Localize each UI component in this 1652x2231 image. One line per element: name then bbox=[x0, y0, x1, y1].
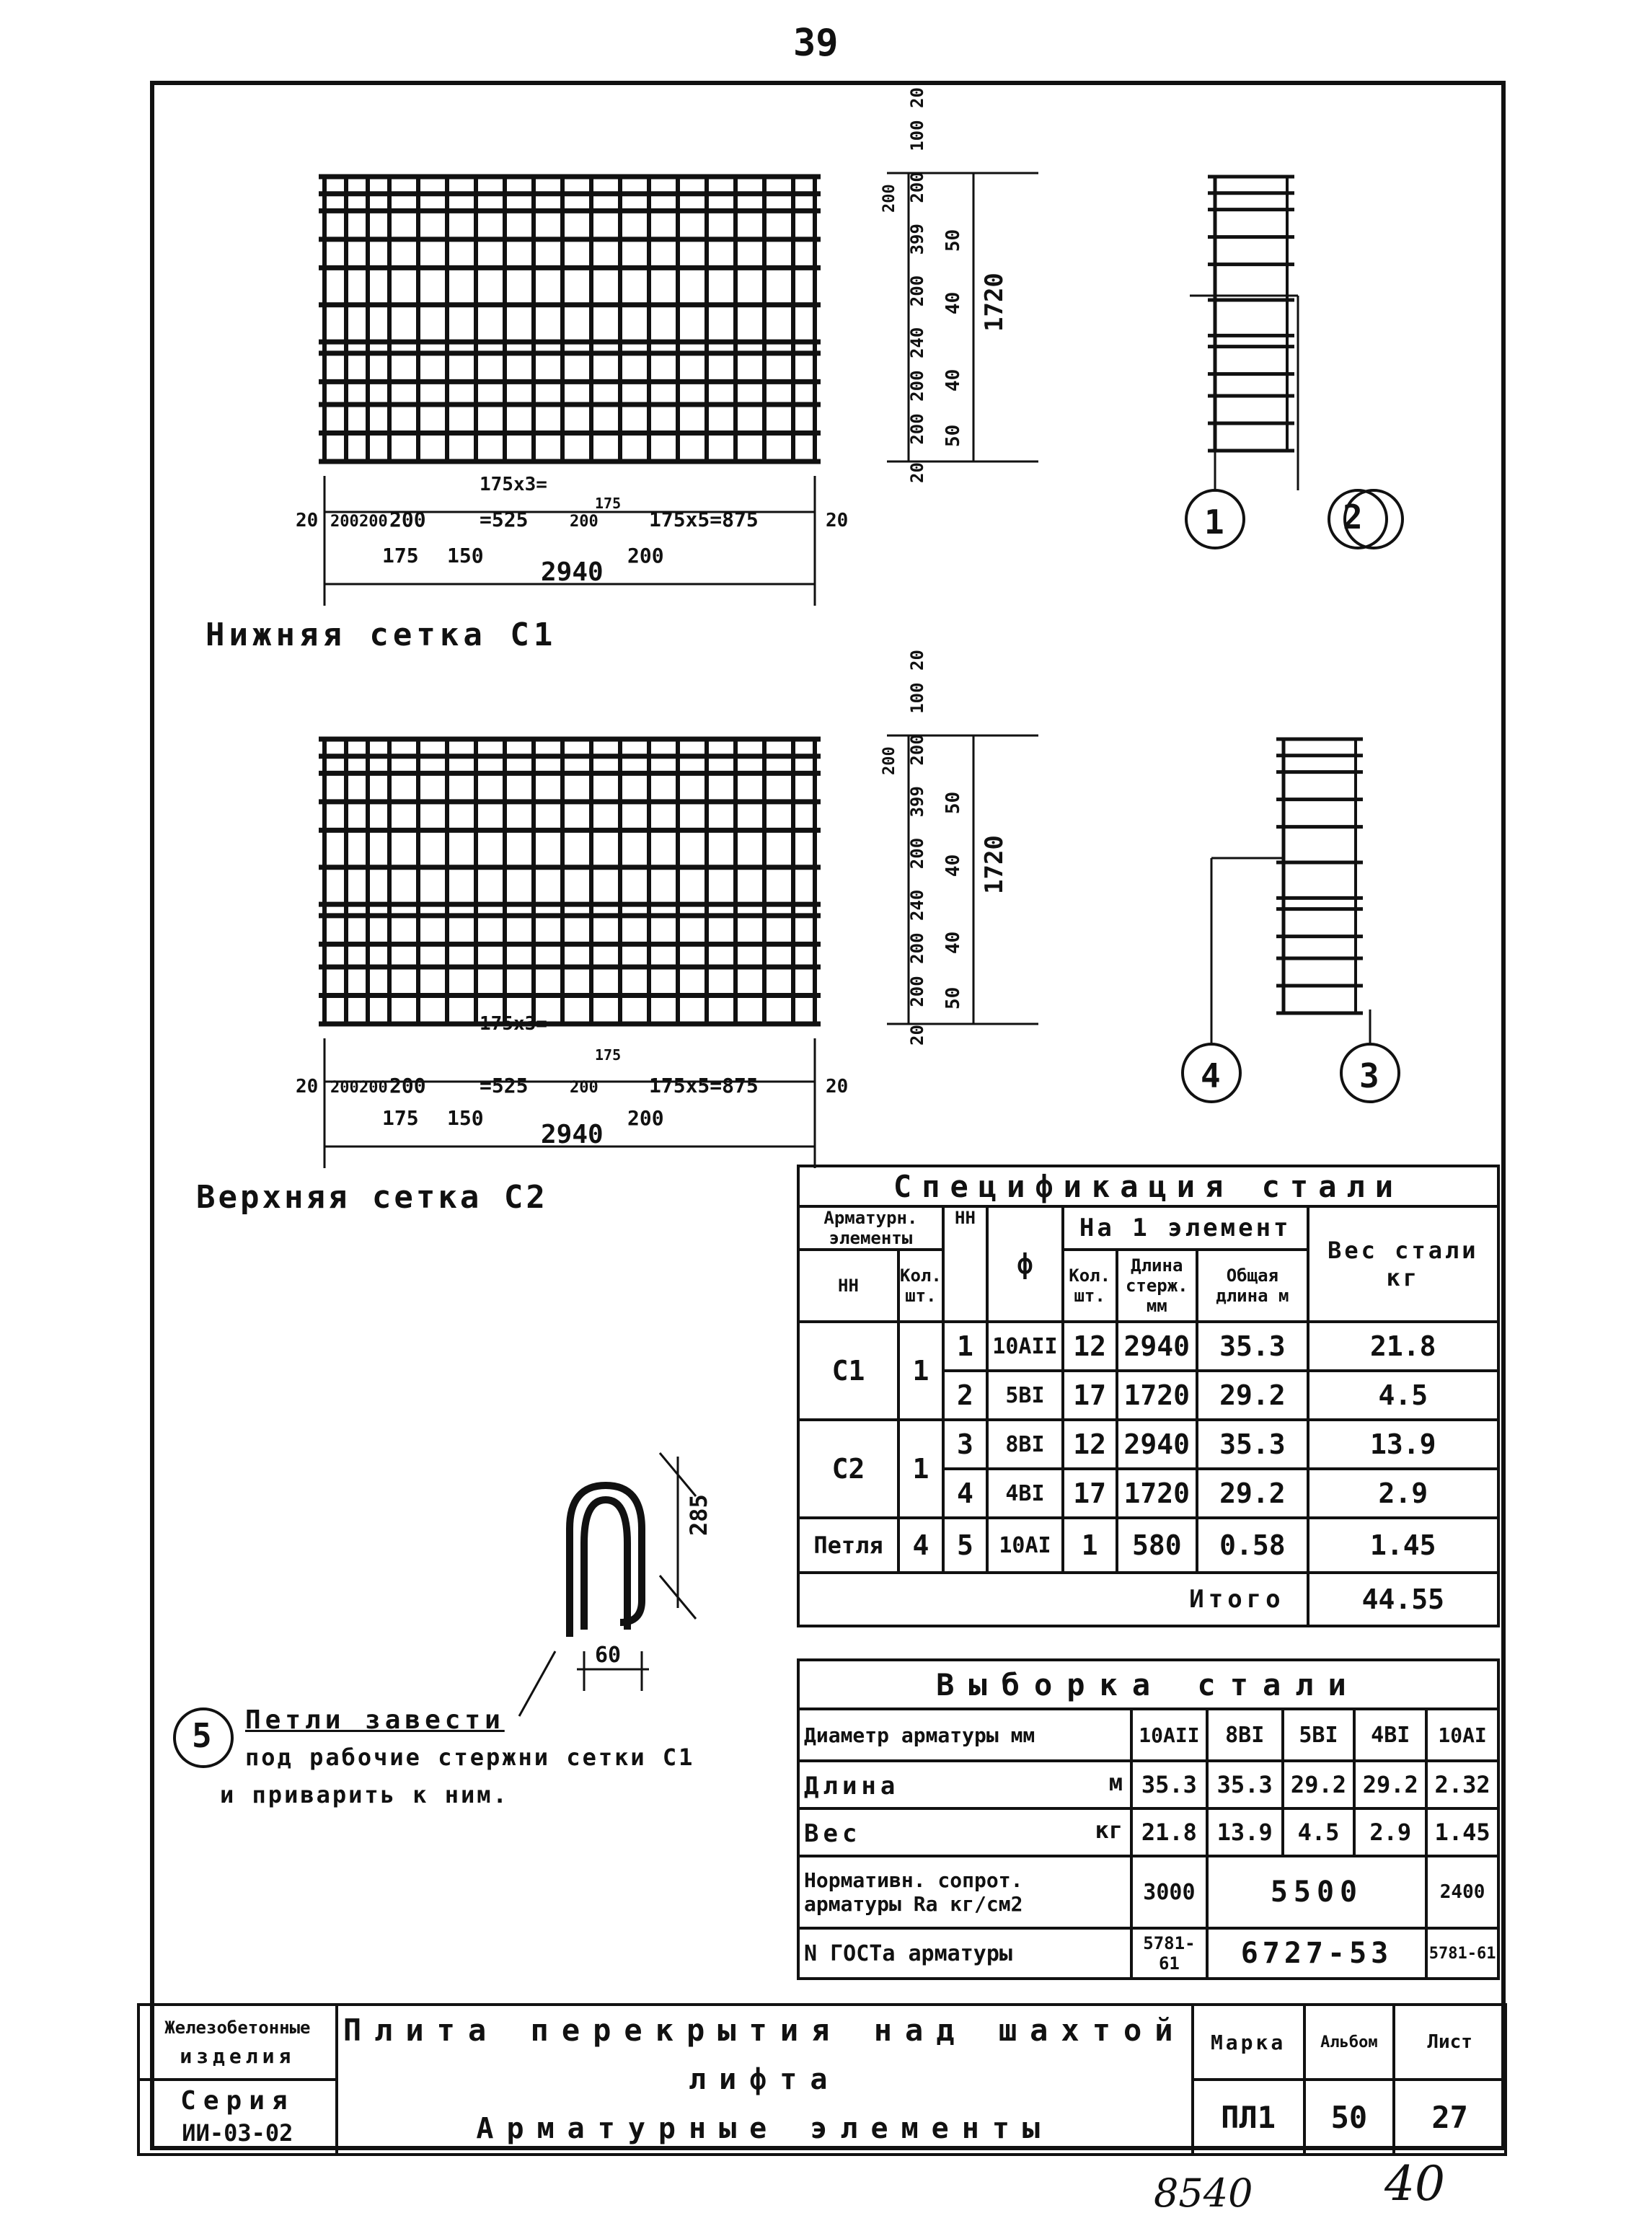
sel-weight-label: Вес bbox=[804, 1819, 862, 1848]
mesh2-dim-4: 200 bbox=[389, 1074, 426, 1097]
sel-len-4: 29.2 bbox=[1354, 1761, 1426, 1808]
mesh1-drawing bbox=[274, 87, 1356, 649]
spec-len-4: 1720 bbox=[1117, 1469, 1198, 1518]
spec-phi-3: 8ВI bbox=[987, 1420, 1063, 1469]
spec-total-label: Итого bbox=[798, 1573, 1308, 1626]
sel-len-label: Длина bbox=[804, 1772, 900, 1801]
mesh2-side-dim-row: 20 200 200 240 200 399 200 100 20 bbox=[907, 650, 927, 1046]
spec-el-c2: С2 bbox=[798, 1420, 898, 1518]
tb-h-album: Альбом bbox=[1304, 2005, 1395, 2080]
mesh1-dim-6: =525 bbox=[480, 508, 529, 531]
spec-weight-1: 21.8 bbox=[1308, 1322, 1498, 1371]
sel-diam-label: Диаметр арматуры мм bbox=[798, 1709, 1131, 1761]
handwritten-page: 40 bbox=[1384, 2156, 1445, 2212]
tb-sheet: 27 bbox=[1394, 2080, 1506, 2155]
tb-left-line1: Железобетонные bbox=[164, 2018, 311, 2038]
loop-note-line1: под рабочие стержни сетки С1 bbox=[245, 1744, 695, 1771]
mesh1-dim-4: 200 bbox=[389, 508, 426, 531]
spec-weight-3: 13.9 bbox=[1308, 1420, 1498, 1469]
mesh1-dim-3: 200 bbox=[359, 513, 388, 531]
title-block bbox=[137, 2003, 1507, 2156]
mesh2-dim-5: 175x3= bbox=[480, 1013, 547, 1035]
tb-left-bottom bbox=[138, 2080, 337, 2155]
mesh2-dim-7: 200 bbox=[570, 1079, 598, 1097]
spec-len-5: 580 bbox=[1117, 1518, 1198, 1573]
mesh1-marker-1: 1 bbox=[1204, 503, 1224, 542]
spec-h-qty: Кол. шт. bbox=[1063, 1250, 1117, 1322]
mesh2-drawing bbox=[274, 650, 1379, 1211]
sel-weight-5: 1.45 bbox=[1426, 1808, 1498, 1856]
page-number: 39 bbox=[793, 22, 839, 65]
loop-note-title: Петли завести bbox=[245, 1705, 505, 1735]
spec-nn-1: 1 bbox=[943, 1322, 987, 1371]
mesh1-marker-2-circle bbox=[1325, 485, 1397, 557]
spec-qty-4: 17 bbox=[1063, 1469, 1117, 1518]
spec-h-el-nn: НН bbox=[798, 1250, 898, 1322]
mesh2-marker-4: 4 bbox=[1201, 1056, 1221, 1095]
handwritten-number: 8540 bbox=[1154, 2170, 1253, 2216]
loop-marker: 5 bbox=[192, 1716, 212, 1755]
mesh1-dim-12: 150 bbox=[447, 544, 484, 567]
tb-left-line4: ИИ-03-02 bbox=[182, 2119, 293, 2147]
tb-left-line2: изделия bbox=[180, 2044, 296, 2068]
mesh2-elevation bbox=[1276, 739, 1363, 1013]
spec-el-loop-qty: 4 bbox=[898, 1518, 943, 1573]
mesh1-dim-9: 175x5=875 bbox=[649, 508, 759, 531]
tb-album: 50 bbox=[1304, 2080, 1395, 2155]
spec-h-weight: Вес стали кг bbox=[1308, 1206, 1498, 1322]
mesh2-marker-3: 3 bbox=[1359, 1056, 1379, 1095]
spec-el-loop: Петля bbox=[798, 1518, 898, 1573]
sel-gost-1: 5781-61 bbox=[1131, 1928, 1207, 1979]
tb-h-mark: Марка bbox=[1193, 2005, 1304, 2080]
spec-len-2: 1720 bbox=[1117, 1371, 1198, 1420]
mesh2-side-dim-row2: 50 40 40 50 bbox=[942, 791, 964, 1010]
mesh1-dim-1: 20 bbox=[296, 510, 319, 531]
mesh2-dim-1: 20 bbox=[296, 1076, 319, 1097]
spec-h-elements: Арматурн. элементы bbox=[798, 1206, 943, 1250]
spec-total-4: 29.2 bbox=[1197, 1469, 1308, 1518]
mesh2-total-width: 1720 bbox=[980, 835, 1009, 894]
spec-h-nn: НН bbox=[943, 1206, 987, 1322]
sel-gost-label: N ГОСТа арматуры bbox=[798, 1928, 1131, 1979]
mesh2-side-200: 200 bbox=[880, 746, 898, 775]
mesh1-dim-5: 175x3= bbox=[480, 474, 547, 495]
sel-weight-1: 21.8 bbox=[1131, 1808, 1207, 1856]
loop-note-line2: и приварить к ним. bbox=[220, 1781, 509, 1808]
sel-diam-5: 10АI bbox=[1426, 1709, 1498, 1761]
sel-weight-3: 4.5 bbox=[1283, 1808, 1355, 1856]
spec-total-3: 35.3 bbox=[1197, 1420, 1308, 1469]
loop-drawing bbox=[505, 1413, 808, 1716]
tb-h-sheet: Лист bbox=[1394, 2005, 1506, 2080]
spec-phi-1: 10АII bbox=[987, 1322, 1063, 1371]
mesh1-side-dim-row2: 50 40 40 50 bbox=[942, 229, 964, 447]
spec-h-per-element: На 1 элемент bbox=[1063, 1206, 1308, 1250]
spec-nn-4: 4 bbox=[943, 1469, 987, 1518]
sel-len-5: 2.32 bbox=[1426, 1761, 1498, 1808]
spec-el-c1: С1 bbox=[798, 1322, 898, 1420]
mesh2-dim-9: 175x5=875 bbox=[649, 1074, 759, 1097]
sel-weight-unit: кг bbox=[1095, 1816, 1123, 1844]
spec-total-2: 29.2 bbox=[1197, 1371, 1308, 1420]
loop-width: 60 bbox=[595, 1643, 622, 1668]
spec-weight-5: 1.45 bbox=[1308, 1518, 1498, 1573]
sel-len-1: 35.3 bbox=[1131, 1761, 1207, 1808]
spec-nn-2: 2 bbox=[943, 1371, 987, 1420]
mesh2-dim-12: 150 bbox=[447, 1106, 484, 1130]
mesh1-side-200: 200 bbox=[880, 184, 898, 213]
tb-left-line3: Серия bbox=[180, 2086, 295, 2116]
spec-nn-5: 5 bbox=[943, 1518, 987, 1573]
sel-len-3: 29.2 bbox=[1283, 1761, 1355, 1808]
mesh2-grid bbox=[319, 739, 821, 1024]
spec-len-1: 2940 bbox=[1117, 1322, 1198, 1371]
spec-phi-4: 4ВI bbox=[987, 1469, 1063, 1518]
tb-mark: ПЛ1 bbox=[1193, 2080, 1304, 2155]
sel-diam-1: 10АII bbox=[1131, 1709, 1207, 1761]
mesh2-caption: Верхняя сетка С2 bbox=[196, 1179, 548, 1216]
spec-qty-2: 17 bbox=[1063, 1371, 1117, 1420]
mesh1-total-length: 2940 bbox=[541, 557, 604, 587]
tb-left-top bbox=[138, 2005, 337, 2080]
spec-total-value: 44.55 bbox=[1308, 1573, 1498, 1626]
mesh1-side-dim-row: 20 200 200 240 200 399 200 100 20 bbox=[907, 87, 927, 483]
spec-phi-5: 10АI bbox=[987, 1518, 1063, 1573]
spec-title: Спецификация стали bbox=[798, 1166, 1498, 1206]
spec-len-3: 2940 bbox=[1117, 1420, 1198, 1469]
sel-title: Выборка стали bbox=[798, 1660, 1498, 1709]
mesh1-dim-13: 200 bbox=[627, 544, 664, 567]
mesh2-dim-6: =525 bbox=[480, 1074, 529, 1097]
mesh1-dim-7: 200 bbox=[570, 513, 598, 531]
spec-total-1: 35.3 bbox=[1197, 1322, 1308, 1371]
mesh2-dim-13: 200 bbox=[627, 1106, 664, 1130]
spec-table bbox=[797, 1165, 1500, 1627]
tb-title-line2: лифта bbox=[688, 2063, 841, 2096]
sel-len-unit: м bbox=[1108, 1769, 1123, 1796]
mesh2-dim-11: 175 bbox=[382, 1106, 419, 1130]
tb-title-line3: Арматурные элементы bbox=[476, 2112, 1053, 2145]
sel-res-last: 2400 bbox=[1426, 1856, 1498, 1928]
sel-diam-2: 8ВI bbox=[1207, 1709, 1283, 1761]
sel-res-1: 3000 bbox=[1131, 1856, 1207, 1928]
loop-height: 285 bbox=[685, 1494, 712, 1536]
spec-h-phi: ф bbox=[987, 1206, 1063, 1322]
spec-qty-3: 12 bbox=[1063, 1420, 1117, 1469]
spec-qty-1: 12 bbox=[1063, 1322, 1117, 1371]
mesh2-dim-2: 200 bbox=[330, 1079, 359, 1097]
mesh2-dim-10: 20 bbox=[826, 1076, 849, 1097]
tb-title bbox=[337, 2005, 1193, 2155]
sel-res-label: Нормативн. сопрот. арматуры Rа кг/см2 bbox=[798, 1856, 1131, 1928]
mesh1-caption: Нижняя сетка С1 bbox=[206, 617, 557, 653]
sel-res-mid: 5500 bbox=[1207, 1856, 1426, 1928]
sel-diam-4: 4ВI bbox=[1354, 1709, 1426, 1761]
mesh1-elevation bbox=[1208, 177, 1294, 451]
spec-qty-5: 1 bbox=[1063, 1518, 1117, 1573]
sel-len-label-cell bbox=[798, 1761, 1131, 1808]
mesh1-dim-11: 175 bbox=[382, 544, 419, 567]
selection-table bbox=[797, 1658, 1500, 1980]
spec-el-c2-qty: 1 bbox=[898, 1420, 943, 1518]
sel-gost-mid: 6727-53 bbox=[1207, 1928, 1426, 1979]
spec-h-total-len: Общая длина м bbox=[1197, 1250, 1308, 1322]
mesh2-dim-3: 200 bbox=[359, 1079, 388, 1097]
sel-diam-3: 5ВI bbox=[1283, 1709, 1355, 1761]
spec-phi-2: 5ВI bbox=[987, 1371, 1063, 1420]
sel-len-2: 35.3 bbox=[1207, 1761, 1283, 1808]
mesh2-total-length: 2940 bbox=[541, 1120, 604, 1149]
sel-weight-label-cell bbox=[798, 1808, 1131, 1856]
mesh1-dim-10: 20 bbox=[826, 510, 849, 531]
mesh1-dim-2: 200 bbox=[330, 513, 359, 531]
spec-weight-4: 2.9 bbox=[1308, 1469, 1498, 1518]
mesh1-total-width: 1720 bbox=[980, 273, 1009, 332]
spec-h-el-qty: Кол. шт. bbox=[898, 1250, 943, 1322]
mesh2-dim-8: 175 bbox=[595, 1046, 622, 1064]
mesh1-marker-2: 2 bbox=[1343, 498, 1363, 536]
mesh1-grid bbox=[319, 177, 821, 461]
spec-nn-3: 3 bbox=[943, 1420, 987, 1469]
sel-weight-4: 2.9 bbox=[1354, 1808, 1426, 1856]
mesh1-dim-8: 175 bbox=[595, 495, 622, 512]
spec-el-c1-qty: 1 bbox=[898, 1322, 943, 1420]
spec-weight-2: 4.5 bbox=[1308, 1371, 1498, 1420]
spec-h-rod-len: Длина стерж. мм bbox=[1117, 1250, 1198, 1322]
sel-weight-2: 13.9 bbox=[1207, 1808, 1283, 1856]
sel-gost-last: 5781-61 bbox=[1426, 1928, 1498, 1979]
tb-title-line1: Плита перекрытия над шахтой bbox=[343, 2013, 1186, 2048]
spec-total-5: 0.58 bbox=[1197, 1518, 1308, 1573]
